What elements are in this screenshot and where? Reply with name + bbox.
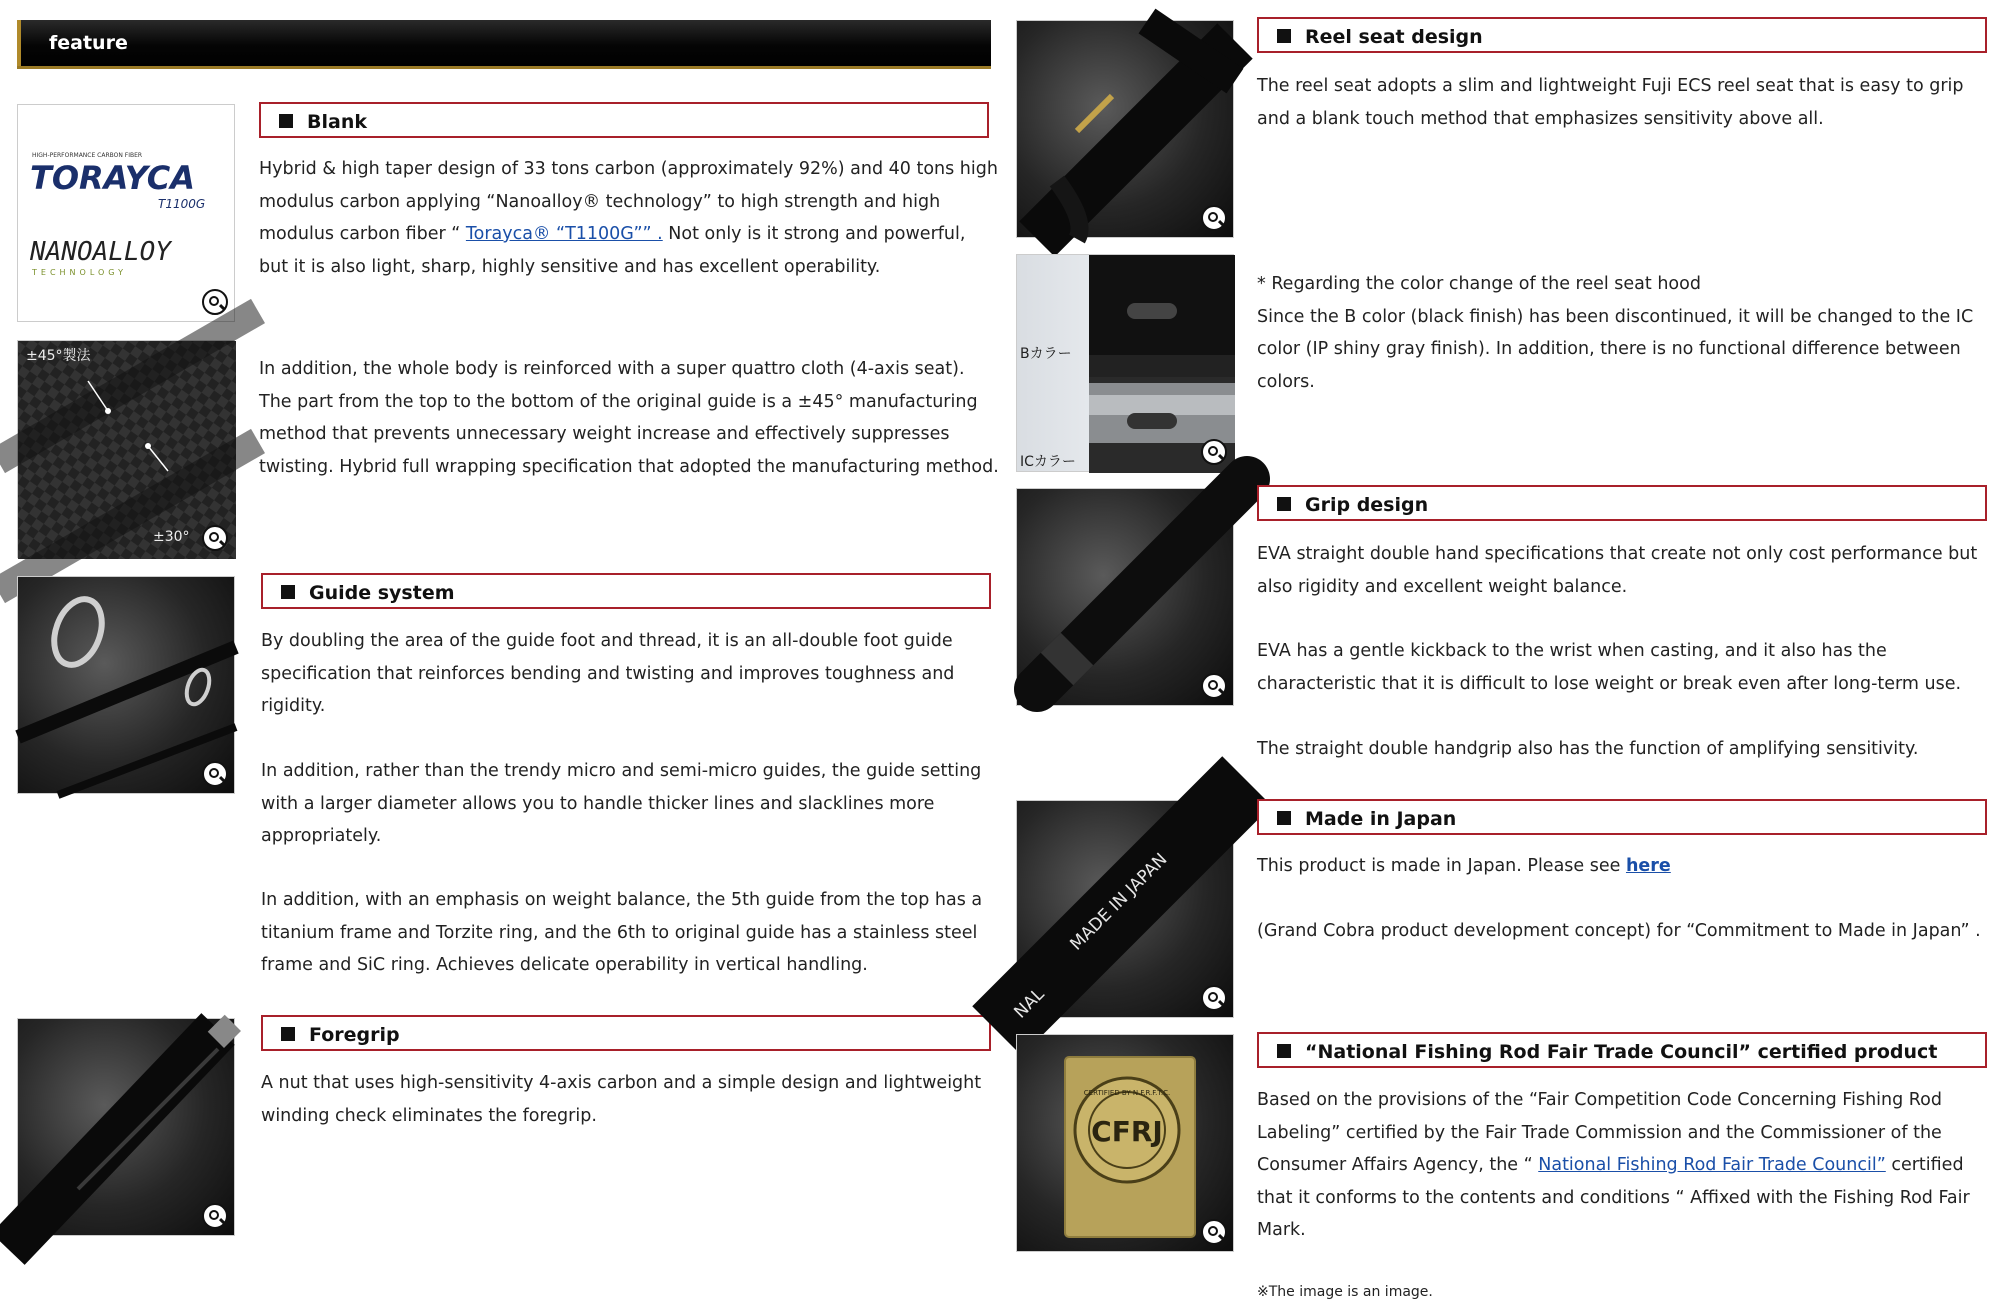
guide-system-image[interactable] <box>17 576 235 794</box>
zoom-icon[interactable] <box>202 289 228 315</box>
cfr-ring-text: CERTIFIED BY N.F.R.F.T.C. <box>1083 1089 1171 1097</box>
reel-seat-note <box>1257 268 1989 398</box>
zoom-icon[interactable] <box>1201 985 1227 1011</box>
blank-section-heading <box>259 102 989 138</box>
feature-header-bar <box>17 20 991 66</box>
grip-paragraph-2: EVA has a gentle kickback to the wrist when casting, and it also has the characteristic that it is difficult to lose weight or break even after long-term use. <box>1257 641 1962 694</box>
certified-p1-text: Based on the provisions of the “Fair Competition Code Concerning Fishing Rod Labeling” certified by the Fair Trade Commission and the Commissioner of the Consumer Affairs Agency, the “ <box>1257 1090 1942 1175</box>
square-bullet-icon <box>1277 29 1291 43</box>
blank-heading-title: Blank <box>307 111 367 133</box>
feature-header-label: feature <box>49 32 128 54</box>
certified-p1-text-after: certified that it conforms to the contents and conditions “ Affixed with the Fishing Rod Fair Mark. <box>1257 1155 1970 1240</box>
torayca-link[interactable]: Torayca® “T1100G”” . <box>465 224 663 244</box>
torayca-nanoalloy-logo-image[interactable] <box>17 104 235 322</box>
reel-hood-color-image[interactable] <box>1016 254 1234 472</box>
reel-seat-note-body: Since the B color (black finish) has been discontinued, it will be changed to the IC color (IP shiny gray finish). In addition, there is no functional difference between colors. <box>1257 306 1974 392</box>
reel-seat-heading-title: Reel seat design <box>1305 26 1483 48</box>
here-link[interactable]: here <box>1625 856 1671 876</box>
nanoalloy-logo-text: NANOALLOY <box>30 237 171 267</box>
certified-product-graphic <box>1017 1035 1235 1253</box>
foregrip-paragraph-1: A nut that uses high-sensitivity 4-axis carbon and a simple design and lightweight winding check eliminates the foregrip. <box>261 1073 982 1126</box>
grip-heading-title: Grip design <box>1305 494 1429 516</box>
guide-heading-title: Guide system <box>309 582 455 604</box>
zoom-icon[interactable] <box>202 761 228 787</box>
grip-graphic <box>1017 489 1235 707</box>
square-bullet-icon <box>281 1027 295 1041</box>
grip-paragraph-1: EVA straight double hand specifications that create not only cost performance but also rigidity and excellent weight balance. <box>1257 544 1978 597</box>
grip-paragraph-3: The straight double handgrip also has the function of amplifying sensitivity. <box>1257 739 1919 759</box>
made-in-japan-section-heading <box>1257 799 1987 835</box>
blank-45-label: ±45°製法 <box>26 348 91 364</box>
torayca-logo-text: TORAYCA <box>30 159 196 197</box>
zoom-icon[interactable] <box>202 1203 228 1229</box>
made-in-japan-rod-text: MADE IN JAPAN <box>1066 849 1172 955</box>
certified-paragraph-1 <box>1257 1084 1997 1247</box>
guide-paragraph-2: In addition, rather than the trendy micro and semi-micro guides, the guide setting with a larger diameter allows you to handle thicker lines and slacklines more appropriately. <box>261 761 982 846</box>
reel-seat-graphic <box>1017 21 1235 239</box>
zoom-icon[interactable] <box>1201 439 1227 465</box>
blank-carbon-image[interactable] <box>17 340 235 558</box>
foregrip-heading-title: Foregrip <box>309 1024 400 1046</box>
made-in-japan-heading-title: Made in Japan <box>1305 808 1457 830</box>
blank-p1-text: Hybrid & high taper design of 33 tons carbon (approximately 92%) and 40 tons high modulus carbon applying “Nanoalloy® technology” to high strength and high modulus carbon fiber “ <box>259 159 998 244</box>
certified-product-image[interactable] <box>1016 1034 1234 1252</box>
torayca-nanoalloy-logo-graphic <box>18 105 236 323</box>
square-bullet-icon <box>1277 497 1291 511</box>
made-in-japan-paragraph-2: (Grand Cobra product development concept) for “Commitment to Made in Japan” . <box>1257 921 1981 941</box>
made-in-japan-rod-prefix: NAL <box>1010 984 1049 1023</box>
torayca-model-text: T1100G <box>158 197 206 211</box>
blank-paragraph-2: In addition, the whole body is reinforced with a super quattro cloth (4-axis seat). The part from the top to the bottom of the original guide is a ±45° manufacturing method that prevents unnecessary weight increase and effectively suppresses twisting. Hybrid full wrapping specification that adopted the manufacturing method. <box>259 359 999 477</box>
square-bullet-icon <box>1277 811 1291 825</box>
square-bullet-icon <box>279 114 293 128</box>
foregrip-image[interactable] <box>17 1018 235 1236</box>
square-bullet-icon <box>1277 1044 1291 1058</box>
zoom-icon[interactable] <box>202 525 228 551</box>
reel-seat-paragraph-1: The reel seat adopts a slim and lightweight Fuji ECS reel seat that is easy to grip and a blank touch method that emphasizes sensitivity above all. <box>1257 76 1964 129</box>
blank-30-label: ±30° <box>153 529 190 545</box>
zoom-icon[interactable] <box>1201 205 1227 231</box>
made-in-japan-p1-text: This product is made in Japan. Please see <box>1257 856 1626 876</box>
foregrip-section-heading <box>261 1015 991 1051</box>
made-in-japan-paragraph-1 <box>1257 850 1997 883</box>
certified-section-heading <box>1257 1032 1987 1068</box>
guide-section-heading <box>261 573 991 609</box>
made-in-japan-graphic <box>1010 801 1235 1023</box>
grip-image[interactable] <box>1016 488 1234 706</box>
image-footnote: ※The image is an image. <box>1257 1284 1433 1300</box>
certified-heading-title: “National Fishing Rod Fair Trade Council” certified product <box>1305 1041 1938 1063</box>
guide-paragraph-3: In addition, with an emphasis on weight balance, the 5th guide from the top has a titanium frame and Torzite ring, and the 6th to original guide has a stainless steel frame and SiC ring. Achieves delicate operability in vertical handling. <box>261 890 983 975</box>
reel-seat-section-heading <box>1257 17 1987 53</box>
blank-carbon-graphic <box>18 341 236 559</box>
reel-hood-ic-label: ICカラー <box>1020 454 1076 470</box>
square-bullet-icon <box>281 585 295 599</box>
reel-seat-note-title: * Regarding the color change of the reel seat hood <box>1257 274 1701 294</box>
grip-section-heading <box>1257 485 1987 521</box>
zoom-icon[interactable] <box>1201 1219 1227 1245</box>
guide-paragraph-1: By doubling the area of the guide foot and thread, it is an all-double foot guide specification that reinforces bending and twisting and improves toughness and rigidity. <box>261 631 955 716</box>
reel-hood-b-label: Bカラー <box>1020 346 1072 362</box>
guide-system-graphic <box>18 577 236 795</box>
fair-trade-council-link[interactable]: National Fishing Rod Fair Trade Council” <box>1538 1155 1886 1175</box>
nanoalloy-sub-text: TECHNOLOGY <box>32 268 127 277</box>
foregrip-graphic <box>18 1019 236 1237</box>
blank-p1-text-after: Not only is it strong and powerful, but it is also light, sharp, highly sensitive and has excellent operability. <box>259 224 966 277</box>
torayca-small-text: HIGH-PERFORMANCE CARBON FIBER <box>32 152 143 159</box>
reel-hood-graphic <box>1017 255 1235 473</box>
reel-seat-image[interactable] <box>1016 20 1234 238</box>
made-in-japan-image[interactable] <box>1010 800 1234 1023</box>
zoom-icon[interactable] <box>1201 673 1227 699</box>
blank-paragraph-1 <box>259 153 999 283</box>
cfr-logo-letters: CFRJ <box>1091 1115 1163 1148</box>
